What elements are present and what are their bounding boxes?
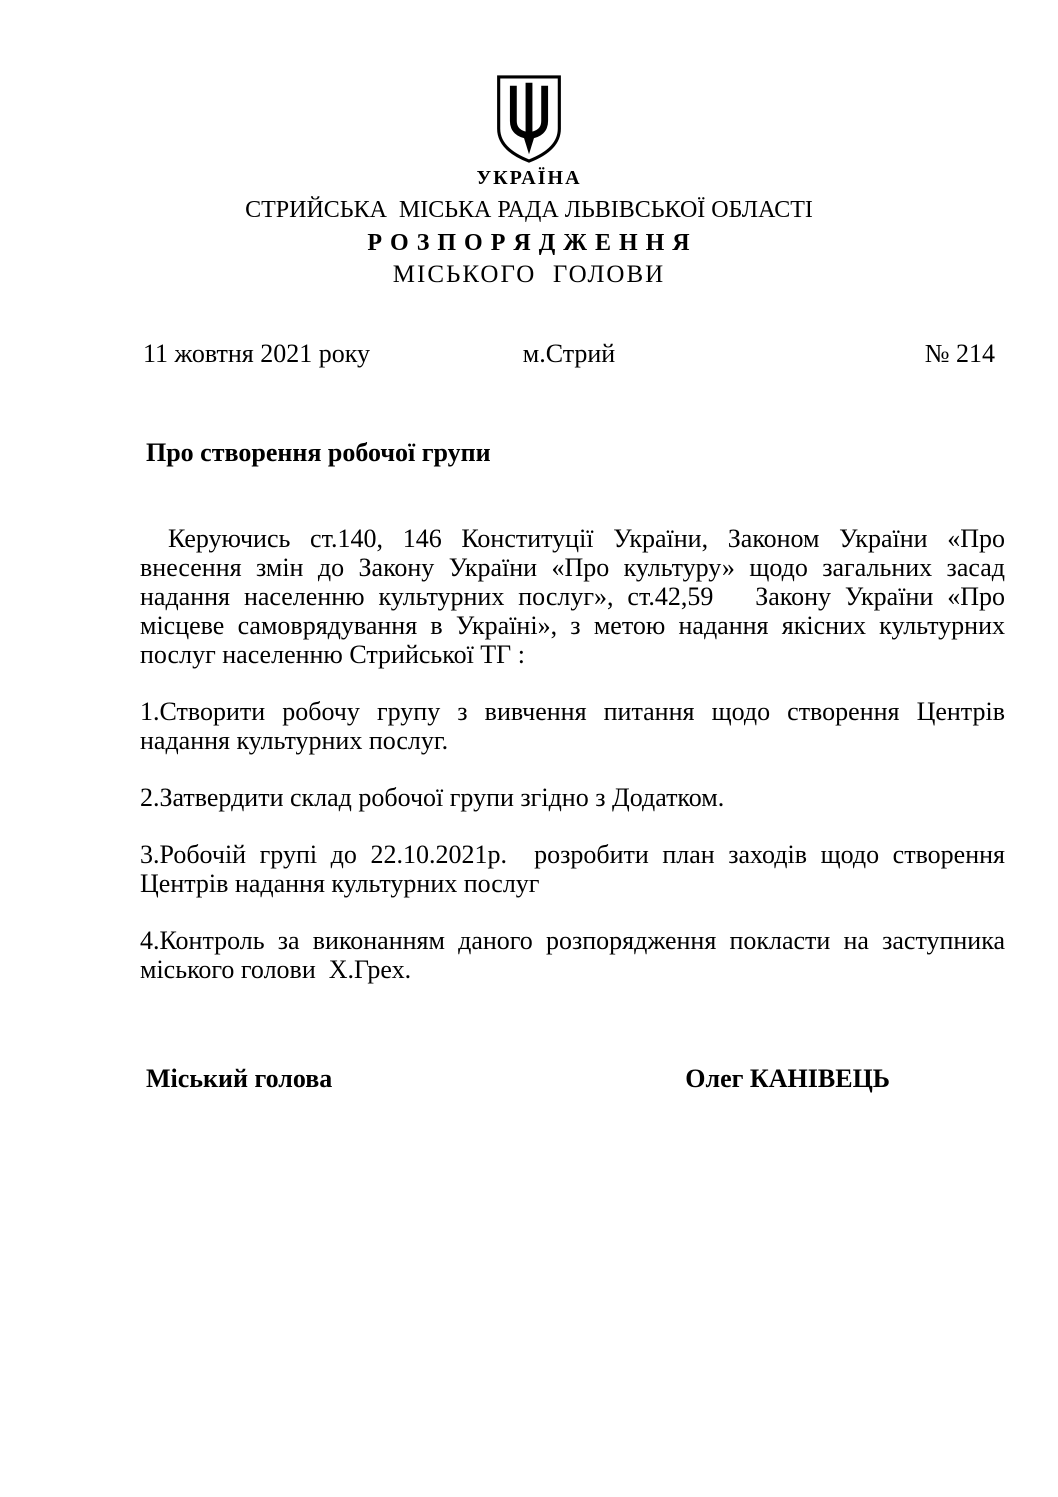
order-item-4: 4.Контроль за виконанням даного розпорядження покласти на заступника міського голови Х.Грех. xyxy=(140,926,1012,984)
document-subject: Про створення робочої групи xyxy=(146,438,491,467)
document-type-title: Р О З П О Р Я Д Ж Е Н Н Я xyxy=(367,230,691,256)
issuing-authority: МІСЬКОГО ГОЛОВИ xyxy=(392,261,666,288)
signer-name: Олег КАНІВЕЦЬ xyxy=(685,1064,890,1093)
document-number: № 214 xyxy=(924,339,995,368)
organization-name: СТРИЙСЬКА МІСЬКА РАДА ЛЬВІВСЬКОЇ ОБЛАСТІ xyxy=(245,197,813,223)
document-meta-row xyxy=(0,339,1058,368)
document-place: м.Стрий xyxy=(522,339,616,368)
signature-row xyxy=(146,1064,995,1093)
document-header xyxy=(0,0,1058,289)
order-item-3: 3.Робочій групі до 22.10.2021р. розробити план заходів щодо створення Центрів надання культурних послуг xyxy=(140,840,1012,898)
document-date: 11 жовтня 2021 року xyxy=(143,339,370,368)
country-label: УКРАЇНА xyxy=(476,167,582,189)
preamble-paragraph: Керуючись ст.140, 146 Конституції України, Законом України «Про внесення змін до Закону України «Про культуру» щодо загальних засад надання населенню культурних послуг», ст.42,59 Закону України «Про місцеве самоврядування в Україні», з метою надання якісних культурних послуг населенню Стрийської ТГ : xyxy=(140,524,1018,669)
signer-position: Міський голова xyxy=(146,1064,333,1093)
order-item-2: 2.Затвердити склад робочої групи згідно з Додатком. xyxy=(140,783,725,812)
order-item-1: 1.Створити робочу групу з вивчення питання щодо створення Центрів надання культурних послуг. xyxy=(140,697,1012,755)
ukraine-trident-shield-icon xyxy=(492,74,566,164)
